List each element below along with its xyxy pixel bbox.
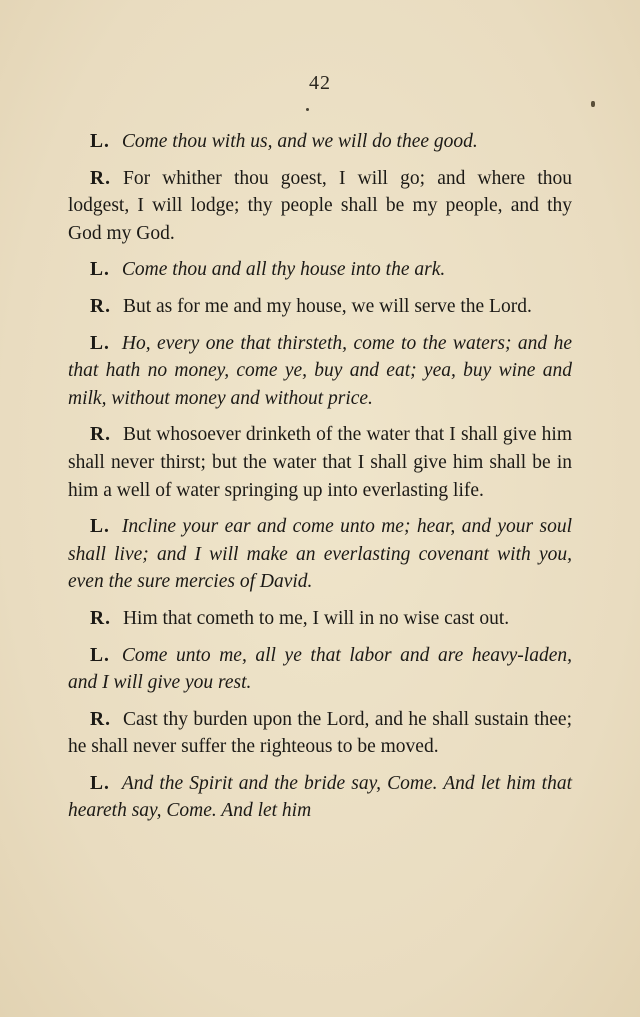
paragraph-text: Cast thy burden upon the Lord, and he shall sustain thee; he shall never suffer the righteous to be moved.	[68, 708, 572, 758]
paragraph-leader	[68, 513, 572, 596]
speaker-label: R.	[90, 295, 111, 317]
paragraph-text: Come unto me, all ye that labor and are heavy-laden, and I will give you rest.	[68, 644, 572, 694]
paragraph-text: And the Spirit and the bride say, Come. And let him that heareth say, Come. And let him	[68, 772, 572, 822]
paragraph-leader	[68, 330, 572, 413]
speaker-label: R.	[90, 424, 111, 446]
speaker-label: L.	[90, 259, 110, 281]
paragraph-leader	[68, 642, 572, 697]
paragraph-response	[68, 293, 572, 321]
paragraph-response	[68, 165, 572, 248]
paragraph-text: For whither thou goest, I will go; and where thou lodgest, I will lodge; thy people shall be my people, and thy God my God.	[68, 167, 572, 244]
paragraph-text: Ho, every one that thirsteth, come to the waters; and he that hath no money, come ye, buy and eat; yea, buy wine and milk, without money and without price.	[68, 332, 572, 409]
printer-dot	[306, 108, 309, 111]
speaker-label: L.	[90, 516, 110, 538]
paragraph-response	[68, 605, 572, 633]
paragraph-text: Come thou with us, and we will do thee good.	[121, 131, 478, 152]
paragraph-text: Come thou and all thy house into the ark.	[121, 259, 446, 281]
speaker-label: R.	[90, 607, 111, 629]
paragraph-leader	[68, 770, 572, 825]
paragraph-response	[68, 706, 572, 761]
paragraph-text: Incline your ear and come unto me; hear, and your soul shall live; and I will make an everlasting covenant with you, even the sure mercies of David.	[68, 516, 572, 593]
paragraph-text: But as for me and my house, we will serve the Lord.	[122, 295, 532, 317]
paragraph-response	[68, 421, 572, 504]
page-number: 42	[309, 72, 331, 94]
responsive-reading	[68, 128, 572, 834]
speaker-label: L.	[90, 644, 110, 666]
paragraph-leader	[68, 128, 572, 156]
speaker-label: R.	[90, 708, 111, 730]
paper-speck	[591, 101, 595, 107]
speaker-label: L.	[90, 131, 110, 152]
speaker-label: L.	[90, 332, 110, 354]
paragraph-leader	[68, 256, 572, 284]
speaker-label: R.	[90, 167, 111, 189]
paragraph-text: Him that cometh to me, I will in no wise cast out.	[122, 607, 510, 629]
speaker-label: L.	[90, 772, 110, 794]
paragraph-text: But whosoever drinketh of the water that I shall give him shall never thirst; but the water that I shall give him shall be in him a well of water springing up into everlasting life.	[68, 424, 572, 501]
